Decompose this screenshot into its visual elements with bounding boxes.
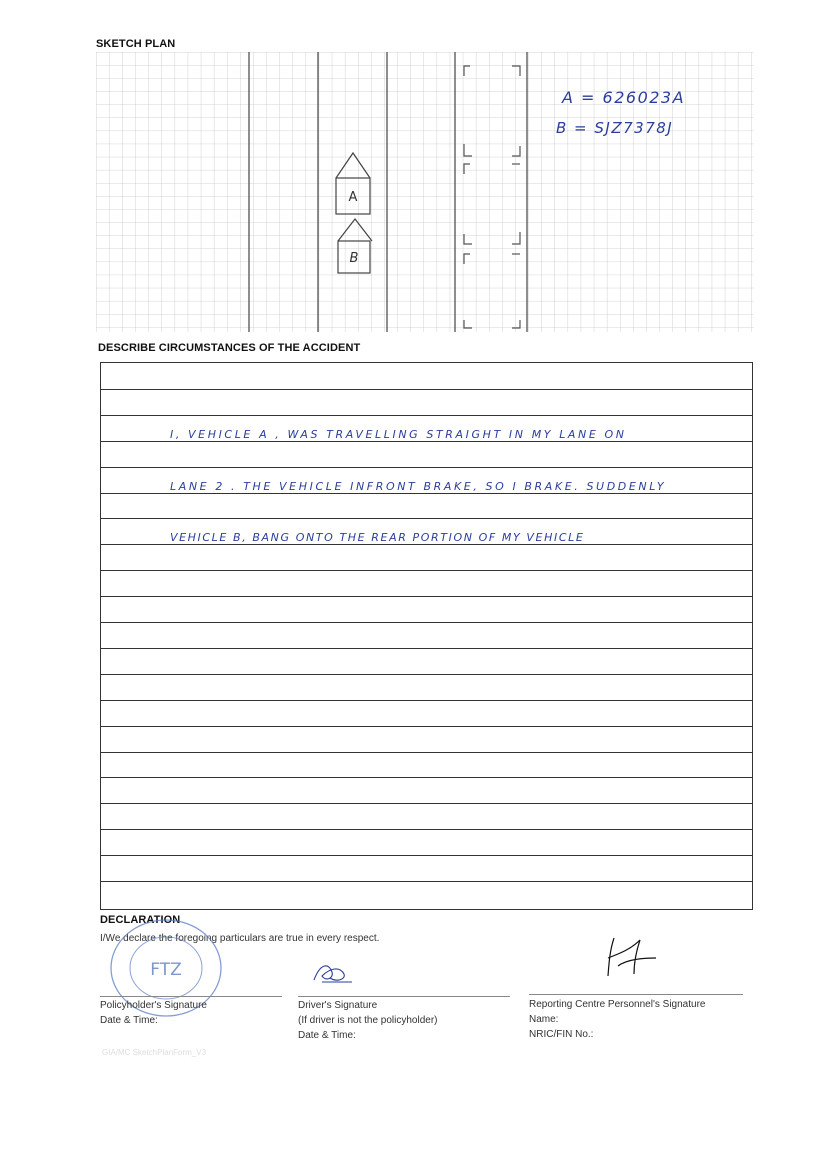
ruled-line — [101, 829, 752, 830]
ruled-line — [101, 622, 752, 623]
driver-signature-mark — [308, 958, 356, 988]
policyholder-signature-line — [100, 996, 282, 997]
policyholder-signature-block — [100, 998, 207, 1028]
reporting-signature-block — [529, 997, 705, 1042]
ruled-line — [101, 700, 752, 701]
policyholder-signature-label: Policyholder's Signature — [100, 1000, 207, 1011]
reporting-name-label: Name: — [529, 1014, 559, 1025]
ruled-line — [101, 803, 752, 804]
driver-signature-line — [298, 996, 510, 997]
declaration-heading: DECLARATION — [100, 914, 181, 926]
circumstances-heading: DESCRIBE CIRCUMSTANCES OF THE ACCIDENT — [98, 342, 361, 354]
circumstances-line-1: I, VEHICLE A , WAS TRAVELLING STRAIGHT IN MY LANE ON — [170, 428, 627, 441]
reporting-signature-line — [529, 994, 743, 995]
ruled-line — [101, 389, 752, 390]
ruled-line — [101, 855, 752, 856]
circumstances-line-3: VEHICLE B, BANG ONTO THE REAR PORTION OF MY VEHICLE — [170, 531, 585, 544]
reporting-signature-label: Reporting Centre Personnel's Signature — [529, 999, 706, 1010]
vehicle-a-label: A — [348, 190, 358, 205]
ruled-line — [101, 726, 752, 727]
ruled-line — [101, 518, 752, 519]
vehicle-a-plate-note: A = 626023A — [562, 88, 686, 107]
ruled-line — [101, 596, 752, 597]
ruled-line — [101, 674, 752, 675]
driver-signature-block — [298, 998, 438, 1043]
ruled-line — [101, 777, 752, 778]
stamp-text: FTZ — [150, 960, 182, 980]
driver-signature-note: (If driver is not the policyholder) — [298, 1015, 438, 1026]
vehicle-b-label: B — [349, 251, 359, 266]
form-id-footer: GIA/MC SketchPlanForm_V3 — [102, 1048, 207, 1057]
ruled-line — [101, 881, 752, 882]
ruled-line — [101, 467, 752, 468]
ruled-line — [101, 415, 752, 416]
reporting-nric-label: NRIC/FIN No.: — [529, 1029, 594, 1040]
vehicle-b-plate-note: B = SJZ7378J — [556, 119, 674, 137]
circumstances-line-2: LANE 2 . THE VEHICLE INFRONT BRAKE, SO I BRAKE. SUDDENLY — [170, 480, 667, 493]
driver-signature-label: Driver's Signature — [298, 1000, 378, 1011]
reporting-signature-mark — [600, 930, 660, 980]
circumstances-lined-box — [100, 362, 753, 910]
ruled-line — [101, 544, 752, 545]
policyholder-date-label: Date & Time: — [100, 1015, 158, 1026]
ruled-line — [101, 752, 752, 753]
ruled-line — [101, 648, 752, 649]
driver-date-label: Date & Time: — [298, 1030, 356, 1041]
ruled-line — [101, 570, 752, 571]
declaration-statement: I/We declare the foregoing particulars are true in every respect. — [100, 933, 380, 944]
sketch-plan-heading: SKETCH PLAN — [96, 38, 176, 50]
